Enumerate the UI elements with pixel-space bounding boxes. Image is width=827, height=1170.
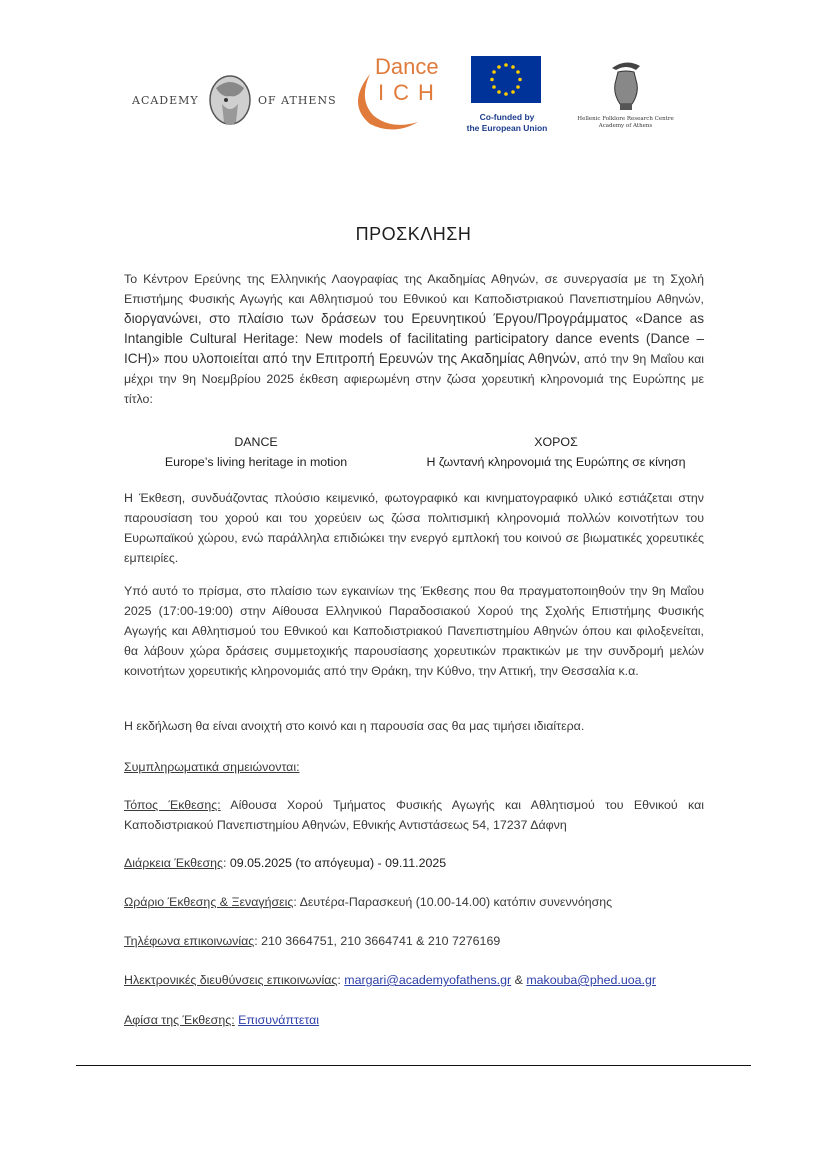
exhibition-title-en-main: DANCE: [234, 435, 278, 449]
phones-label: Τηλέφωνα επικοινωνίας: [124, 934, 255, 948]
hfrc-text: [568, 116, 683, 130]
duration-label: Διάρκεια Έκθεσης: [124, 856, 224, 870]
intro-part2: διοργανώνει, στο πλαίσιο των δράσεων του Ερευνητικού Έργου/Προγράμματος «Dance as Intangible Cultural Heritage: New models of facilitating participatory dance events (Dance – ICH)» που υλοποιείται από την Επιτροπή Ερευνών της Ακαδημίας Αθηνών,: [124, 311, 704, 366]
footer-divider: [76, 1065, 751, 1066]
venue-info: [124, 795, 704, 835]
hellenic-folklore-research-centre-logo: [568, 58, 683, 138]
poster-info: [124, 1010, 704, 1030]
venue-value: Αίθουσα Χορού Τμήματος Φυσικής Αγωγής και Αθλητισμού του Εθνικού και Καποδιστριακού Πανεπιστημίου Αθηνών, Εθνικής Αντιστάσεως 54, 17237 Δάφνη: [124, 798, 704, 832]
exhibition-description-paragraph: Η Έκθεση, συνδυάζοντας πλούσιο κειμενικό, φωτογραφικό και κινηματογραφικό υλικό εστιάζεται στην παρουσίαση του χορού και του χορεύειν ως ζώσα πολιτισμική κληρονομιά πολλών κοινοτήτων του Ευρωπαϊκού χώρου, ενώ παράλληλα επιδιώκει την ενεργό εμπλοκή του κοινού σε βιωματικές χορευτικές εμπειρίες.: [124, 491, 704, 565]
exhibition-title-en: [156, 432, 356, 472]
duration-separator: :: [223, 856, 230, 870]
intro-part3: από την 9η Μαΐου και μέχρι την 9η Νοεμβρίου 2025 έκθεση αφιερωμένη στην ζώσα χορευτική κληρονομιά της Ευρώπης με τίτλο:: [124, 352, 704, 406]
ich-logo-word: ICH: [378, 80, 443, 105]
academy-of-athens-logo: [132, 72, 342, 132]
exhibition-title-gr: [416, 432, 696, 472]
poster-attachment-link[interactable]: Επισυνάπτεται: [238, 1013, 320, 1027]
hfrc-text-line2: Academy of Athens: [598, 123, 653, 129]
emails-info: [124, 970, 704, 990]
emails-and: &: [511, 973, 527, 987]
venue-label: Τόπος Έκθεσης:: [124, 798, 221, 812]
emails-label: Ηλεκτρονικές διευθύνσεις επικοινωνίας: [124, 973, 338, 987]
email-link-margari[interactable]: margari@academyofathens.gr: [344, 973, 512, 987]
hours-value: : Δευτέρα-Παρασκευή (10.00-14.00) κατόπιν συνεννόησης: [293, 895, 613, 909]
exhibition-title-gr-main: ΧΟΡΟΣ: [534, 435, 578, 449]
page-title: ΠΡΟΣΚΛΗΣΗ: [355, 224, 472, 244]
dance-ich-logo: [348, 52, 448, 137]
duration-value: 09.05.2025 (το απόγευμα) - 09.11.2025: [229, 856, 447, 870]
open-to-public-paragraph: Η εκδήλωση θα είναι ανοιχτή στο κοινό και η παρουσία σας θα μας τιμήσει ιδιαίτερα.: [124, 719, 585, 733]
hours-info: [124, 892, 704, 912]
poster-label: Αφίσα της Έκθεσης:: [124, 1013, 235, 1027]
academy-logo-text-right: OF ATHENS: [258, 94, 337, 107]
athena-head-icon: [204, 74, 254, 132]
exhibition-title-gr-sub: Η ζωντανή κληρονομιά της Ευρώπης σε κίνηση: [426, 455, 686, 469]
eu-flag-icon: [471, 56, 541, 103]
eu-text-line2: the European Union: [466, 123, 548, 133]
hfrc-text-line1: Hellenic Folklore Research Centre: [577, 116, 674, 122]
header-logos: [0, 52, 827, 142]
intro-paragraph: [124, 269, 704, 409]
eu-text-line1: Co-funded by: [479, 112, 535, 122]
academy-logo-text-left: ACADEMY: [132, 94, 199, 107]
intro-part1: Το Κέντρον Ερεύνης της Ελληνικής Λαογραφίας της Ακαδημίας Αθηνών, σε συνεργασία με τη Σχολή Επιστήμης Φυσικής Αγωγής και Αθλητισμού του Εθνικού και Καποδιστριακού Πανεπιστημίου Αθηνών,: [124, 272, 704, 306]
emails-separator: :: [337, 973, 345, 987]
opening-event-paragraph: Υπό αυτό το πρίσμα, στο πλαίσιο των εγκαινίων της Έκθεσης που θα πραγματοποιηθούν την 9η Μαΐου 2025 (17:00-19:00) στην Αίθουσα Ελληνικού Παραδοσιακού Χορού της Σχολής Επιστήμης Φυσικής Αγωγής και Αθλητισμού του Εθνικού και Καποδιστριακού Πανεπιστημίου Αθηνών όπου και φιλοξενείται, θα λάβουν χώρα δράσεις συμμετοχικής παρουσίασης χορευτικών πρακτικών με την συνδρομή μελών κοινοτήτων χορευτικής κληρονομιάς από την Θράκη, την Κύθνο, την Αττική, την Θεσσαλία κ.α.: [124, 584, 704, 678]
dance-logo-word: Dance: [375, 54, 439, 79]
eu-cofunded-text: [466, 112, 548, 134]
eu-cofunded-logo: [466, 56, 548, 136]
phones-value: : 210 3664751, 210 3664741 & 210 7276169: [254, 934, 501, 948]
hours-label: Ωράριο Έκθεσης & Ξεναγήσεις: [124, 895, 294, 909]
notes-heading: Συμπληρωματικά σημειώνονται:: [124, 760, 300, 774]
phones-info: [124, 931, 704, 951]
owl-amphora-icon: [606, 58, 646, 114]
email-link-makouba[interactable]: makouba@phed.uoa.gr: [526, 973, 657, 987]
duration-info: [124, 853, 704, 873]
exhibition-title-en-sub: Europe’s living heritage in motion: [164, 455, 348, 469]
